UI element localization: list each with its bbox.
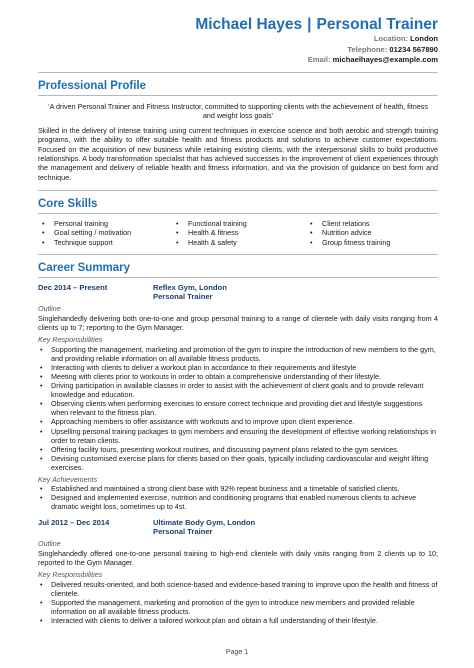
- list-item: • Offering facility tours, presenting workout routines, and discussing payment plans related to the gym services.: [38, 445, 438, 454]
- email-value[interactable]: michaelhayes@example.com: [332, 55, 438, 64]
- list-item: • Observing clients when performing exercises to ensure correct technique and providing diet and lifestyle suggestions when relevant to the fitness plan.: [38, 399, 438, 417]
- telephone-label: Telephone:: [347, 44, 388, 54]
- achievements-label: Key Achievements: [38, 474, 98, 484]
- section-divider: [38, 277, 438, 278]
- job-role: Personal Trainer: [153, 526, 213, 536]
- skills-column-1: [42, 219, 176, 248]
- profile-heading: Professional Profile: [38, 79, 147, 92]
- job-company: Reflex Gym, London: [153, 282, 227, 292]
- skill-item: • Goal setting / motivation: [42, 228, 176, 238]
- job-role: Personal Trainer: [153, 292, 213, 302]
- job-header: [38, 283, 438, 302]
- list-item: • Upselling personal training packages to gym members and ensuring the development of effective working relationships in order to retain clients.: [38, 427, 438, 445]
- profile-quote: ‘A driven Personal Trainer and Fitness Instructor, committed to supporting clients with the achievement of health, fitness and weight loss goals’: [48, 101, 428, 120]
- list-item: • Delivered results-oriented, and both science-based and evidence-based training to improve upon the health and fitness of clientele.: [38, 580, 438, 598]
- list-item: • Meeting with clients prior to workouts in order to obtain a comprehensive understanding of their lifestyle.: [38, 372, 438, 381]
- telephone-line: [38, 45, 438, 56]
- name-heading: [38, 16, 438, 34]
- skills-column-3: [310, 219, 430, 248]
- job-header: [38, 518, 438, 537]
- list-item: • Approaching members to offer assistance with workouts and to improve upon client experience.: [38, 417, 438, 426]
- skill-item: • Client relations: [310, 219, 430, 229]
- location-value: London: [410, 34, 438, 43]
- candidate-job-title: Personal Trainer: [316, 16, 438, 33]
- job-outline: Singlehandedly delivering both one-to-one and group personal training to a range of clientele with daily visits ranging from 4 clients up to 7; reporting to the Gym Manager.: [38, 313, 438, 333]
- skills-section: [38, 190, 438, 254]
- location-label: Location:: [373, 34, 409, 43]
- list-item: • Devising customised exercise plans for clients based on their goals, typically including cardiovascular and weight lifting exercises.: [38, 454, 438, 472]
- career-section: [38, 254, 438, 625]
- skill-item: • Health & safety: [176, 238, 310, 248]
- job-company: Ultimate Body Gym, London: [153, 517, 256, 527]
- outline-label: Outline: [38, 304, 61, 314]
- job-entry: [38, 518, 438, 625]
- location-line: [38, 34, 438, 45]
- skill-item: • Nutrition advice: [310, 228, 430, 238]
- cv-header: [38, 0, 438, 66]
- title-separator: |: [307, 16, 312, 33]
- responsibilities-label: Key Responsibilities: [38, 570, 103, 580]
- career-heading: Career Summary: [38, 261, 131, 274]
- job-entry: [38, 283, 438, 512]
- telephone-value: 01234 567890: [389, 44, 438, 54]
- job-outline: Singlehandedly offered one-to-one personal training to high-end clientele with daily visits ranging from 2 clients up to 10; reported to the Gym Manager.: [38, 548, 438, 567]
- page-number: Page 1: [225, 649, 249, 656]
- responsibilities-list: [38, 580, 438, 625]
- skills-heading: Core Skills: [38, 197, 98, 210]
- profile-body: Skilled in the delivery of intense training using current techniques in exercise science and both aerobic and strength training programs, with the ability to offer suitable health and fitness products and solutions to achieve customer expectations. Focused on the acquisition of new business while retaining existing clients, with the interpersonal skills to build productive relationships. A body transformation specialist that has achieved successes in the improvement of client experiences through the management and delivery of reliable health and fitness information, and via the provision of guidance on best form and technique.: [38, 126, 438, 182]
- list-item: • Interacting with clients to deliver a workout plan in accordance to their requirements and lifestyle: [38, 363, 438, 372]
- skill-item: • Group fitness training: [310, 238, 430, 248]
- list-item: • Driving participation in available classes in order to assist with the achievement of client goals and to provide relevant knowledge and education.: [38, 381, 438, 399]
- skill-item: • Technique support: [42, 238, 176, 248]
- job-dates: Jul 2012 – Dec 2014: [38, 517, 110, 527]
- skill-item: • Personal training: [42, 219, 176, 229]
- list-item: • Interacted with clients to deliver a tailored workout plan and obtain a full understanding of their lifestyle.: [38, 616, 438, 625]
- job-dates: Dec 2014 – Present: [38, 282, 108, 292]
- outline-label: Outline: [38, 539, 61, 549]
- section-divider: [38, 95, 438, 96]
- email-line: [38, 55, 438, 66]
- list-item: • Supporting the management, marketing and promotion of the gym to inspire the introduction of new members to the gym, and providing reliable information on all available fitness products.: [38, 345, 438, 363]
- email-label: Email:: [307, 55, 331, 64]
- responsibilities-list: [38, 345, 438, 472]
- responsibilities-label: Key Responsibilities: [38, 335, 103, 345]
- skills-column-2: [176, 219, 310, 248]
- skills-grid: [38, 214, 438, 254]
- skill-item: • Health & fitness: [176, 228, 310, 238]
- list-item: • Designed and implemented exercise, nutrition and conditioning programs that enabled numerous clients to achieve dramatic weight loss, sometimes up to 4st.: [38, 493, 438, 511]
- profile-section: [38, 72, 438, 182]
- achievements-list: [38, 484, 438, 511]
- list-item: • Supported the management, marketing and promotion of the gym to introduce new members and provided reliable information on all available fitness products.: [38, 598, 438, 616]
- candidate-name: Michael Hayes: [195, 16, 303, 33]
- list-item: • Established and maintained a strong client base with 92% repeat business and a timetable of satisfied clients.: [38, 484, 438, 493]
- skill-item: • Functional training: [176, 219, 310, 229]
